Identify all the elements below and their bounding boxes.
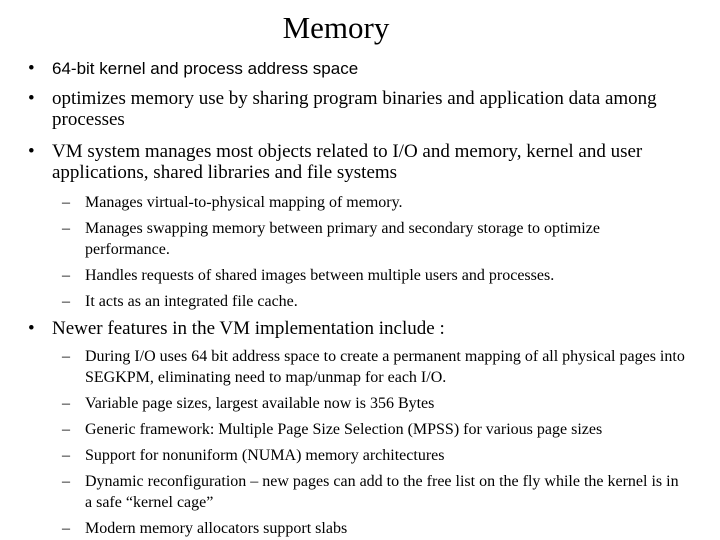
sub-bullet-marker: – <box>62 194 70 211</box>
bullet-text: Newer features in the VM implementation include : <box>52 318 445 339</box>
sub-bullet-text: Variable page sizes, largest available now is 356 Bytes <box>85 395 435 412</box>
sub-bullet-text: Manages virtual-to-physical mapping of memory. <box>85 194 403 211</box>
sub-bullet-marker: – <box>62 220 70 237</box>
sub-bullet-text: Support for nonuniform (NUMA) memory architectures <box>85 447 445 464</box>
sub-bullet-text: Handles requests of shared images between multiple users and processes. <box>85 267 555 284</box>
bullet-marker: • <box>28 58 35 79</box>
sub-bullet-text: Manages swapping memory between primary and secondary storage to optimize performance. <box>85 220 600 258</box>
bullet-text: VM system manages most objects related to I/O and memory, kernel and user applications, shared libraries and file systems <box>52 141 643 183</box>
sub-bullet-marker: – <box>62 267 70 284</box>
sub-bullet-marker: – <box>62 421 70 438</box>
bullet-text: 64-bit kernel and process address space <box>52 59 359 78</box>
sub-bullet-marker: – <box>62 293 70 310</box>
sub-bullet-marker: – <box>62 348 70 365</box>
sub-bullet-marker: – <box>62 395 70 412</box>
sub-bullet-text: Modern memory allocators support slabs <box>85 520 348 537</box>
sub-bullet-text: Dynamic reconfiguration – new pages can add to the free list on the fly while the kernel is in a safe “kernel cage” <box>85 473 679 511</box>
slide-title: Memory <box>282 10 390 45</box>
sub-bullet-marker: – <box>62 447 70 464</box>
bullet-text: optimizes memory use by sharing program binaries and application data among processes <box>52 88 657 130</box>
bullet-marker: • <box>28 141 35 162</box>
sub-bullet-text: It acts as an integrated file cache. <box>85 293 298 310</box>
bullet-marker: • <box>28 318 35 339</box>
sub-bullet-marker: – <box>62 520 70 537</box>
sub-bullet-text: Generic framework: Multiple Page Size Selection (MPSS) for various page sizes <box>85 421 603 438</box>
bullet-marker: • <box>28 88 35 109</box>
sub-bullet-text: During I/O uses 64 bit address space to create a permanent mapping of all physical pages into SEGKPM, eliminating need to map/unmap for each I/O. <box>85 348 685 386</box>
sub-bullet-marker: – <box>62 473 70 490</box>
